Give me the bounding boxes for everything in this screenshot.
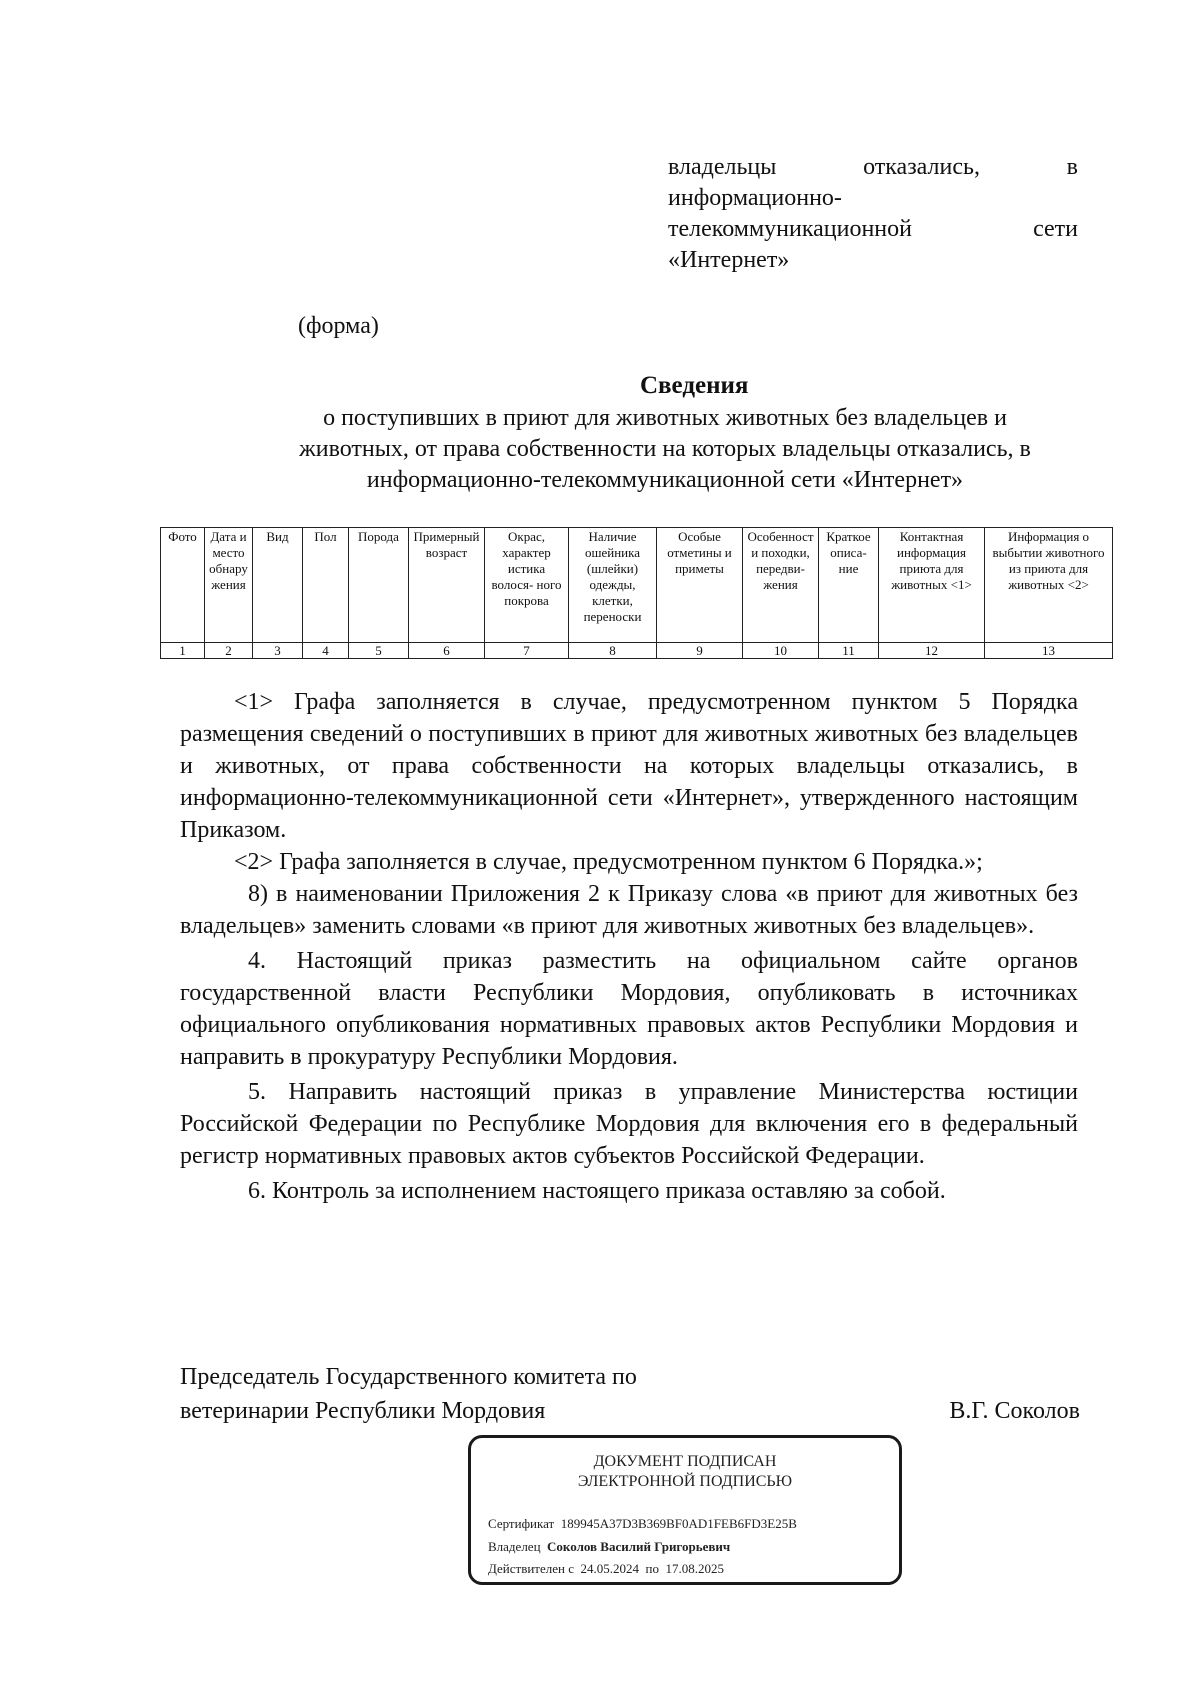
table-cell: 13	[985, 643, 1113, 659]
document-title: Сведения	[640, 372, 749, 399]
stamp-subtitle: ЭЛЕКТРОННОЙ ПОДПИСЬЮ	[577, 1473, 793, 1490]
footnote-1-paragraph: <1> Графа заполняется в случае, предусмотренном пунктом 5 Порядка размещения сведений о поступивших в приют для животных животных без владельцев и животных, от права собственности на которых владельцы отказались, в информационно-телекоммуникационной сети «Интернет», утвержденного настоящим Приказом.	[180, 689, 1078, 843]
document-body	[180, 686, 1078, 1207]
valid-to-date: 17.08.2025	[665, 1561, 724, 1576]
valid-from-label: Действителен с	[488, 1561, 574, 1576]
table-header-cell: Особенност и походки, передви- жения	[743, 528, 819, 643]
owner-value: Соколов Василий Григорьевич	[547, 1539, 731, 1554]
header-note-word: сети	[1033, 216, 1078, 242]
table-header-cell: Порода	[349, 528, 409, 643]
table-header-cell: Дата и место обнару жения	[205, 528, 253, 643]
signer-name: В.Г. Соколов	[949, 1398, 1080, 1424]
owner-label: Владелец	[488, 1539, 541, 1554]
table-cell: 12	[879, 643, 985, 659]
signer-position-line: ветеринарии Республики Мордовия	[180, 1398, 546, 1424]
header-note-word: владельцы	[668, 154, 777, 180]
table-header-cell: Пол	[303, 528, 349, 643]
subtitle-line: информационно-телекоммуникационной сети «Интернет»	[366, 467, 964, 493]
table-cell: 8	[569, 643, 657, 659]
form-label: (форма)	[298, 313, 379, 339]
subtitle-line: животных, от права собственности на которых владельцы отказались, в	[299, 436, 1031, 462]
electronic-signature-stamp	[468, 1435, 902, 1585]
table-header-cell: Вид	[253, 528, 303, 643]
valid-to-label: по	[645, 1561, 659, 1576]
footnote-2-paragraph: <2> Графа заполняется в случае, предусмотренном пунктом 6 Порядка.»;	[234, 849, 983, 875]
table-header-cell: Краткое описа- ние	[819, 528, 879, 643]
table-cell: 10	[743, 643, 819, 659]
table-header-cell: Примерный возраст	[409, 528, 485, 643]
stamp-certificate-row	[488, 1516, 797, 1532]
table-cell: 2	[205, 643, 253, 659]
header-note-line	[668, 152, 1078, 183]
table-cell: 7	[485, 643, 569, 659]
stamp-validity-row	[488, 1561, 724, 1577]
item-6-paragraph: 6. Контроль за исполнением настоящего приказа оставляю за собой.	[248, 1178, 946, 1204]
table-cell: 3	[253, 643, 303, 659]
table-header-cell: Контактная информация приюта для животных <1>	[879, 528, 985, 643]
signature-block	[180, 1360, 1080, 1428]
table-cell: 11	[819, 643, 879, 659]
header-note-line	[668, 214, 1078, 245]
stamp-owner-row	[488, 1539, 730, 1555]
header-note-line: «Интернет»	[668, 247, 790, 273]
table-cell: 5	[349, 643, 409, 659]
animals-register-table	[160, 527, 1113, 659]
certificate-label: Сертификат	[488, 1516, 555, 1531]
table-row	[161, 643, 1113, 659]
certificate-value: 189945A37D3B369BF0AD1FEB6FD3E25B	[560, 1516, 797, 1531]
header-note-word: отказались,	[863, 154, 980, 180]
table-header-cell: Информация о выбытии животного из приюта для животных <2>	[985, 528, 1113, 643]
table-cell: 9	[657, 643, 743, 659]
table-header-cell: Особые отметины и приметы	[657, 528, 743, 643]
item-4-paragraph: 4. Настоящий приказ разместить на официальном сайте органов государственной власти Республики Мордовия, опубликовать в источниках официального опубликования нормативных правовых актов Республики Мордовия и направить в прокуратуру Республики Мордовия.	[180, 948, 1078, 1070]
table-header-cell: Наличие ошейника (шлейки) одежды, клетки, переноски	[569, 528, 657, 643]
item-5-paragraph: 5. Направить настоящий приказ в управление Министерства юстиции Российской Федерации по Республике Мордовия для включения его в федеральный регистр нормативных правовых актов субъектов Российской Федерации.	[180, 1079, 1078, 1169]
signer-position-line: Председатель Государственного комитета по	[180, 1364, 637, 1390]
subtitle-line: о поступивших в приют для животных животных без владельцев и	[323, 405, 1007, 431]
appendix-header-note	[668, 152, 1078, 276]
table-header-cell: Фото	[161, 528, 205, 643]
header-note-word: в	[1066, 154, 1078, 180]
document-subtitle	[240, 403, 1090, 496]
table-cell: 1	[161, 643, 205, 659]
header-note-line: информационно-	[668, 185, 842, 211]
table-header-row	[161, 528, 1113, 643]
item-8-paragraph: 8) в наименовании Приложения 2 к Приказу слова «в приют для животных без владельцев» заменить словами «в приют для животных животных без владельцев».	[180, 881, 1078, 939]
stamp-title: ДОКУМЕНТ ПОДПИСАН	[593, 1453, 777, 1470]
header-note-word: телекоммуникационной	[668, 216, 912, 242]
table-cell: 4	[303, 643, 349, 659]
table-cell: 6	[409, 643, 485, 659]
table-header-cell: Окрас, характер истика волося- ного покрова	[485, 528, 569, 643]
valid-from-date: 24.05.2024	[580, 1561, 639, 1576]
